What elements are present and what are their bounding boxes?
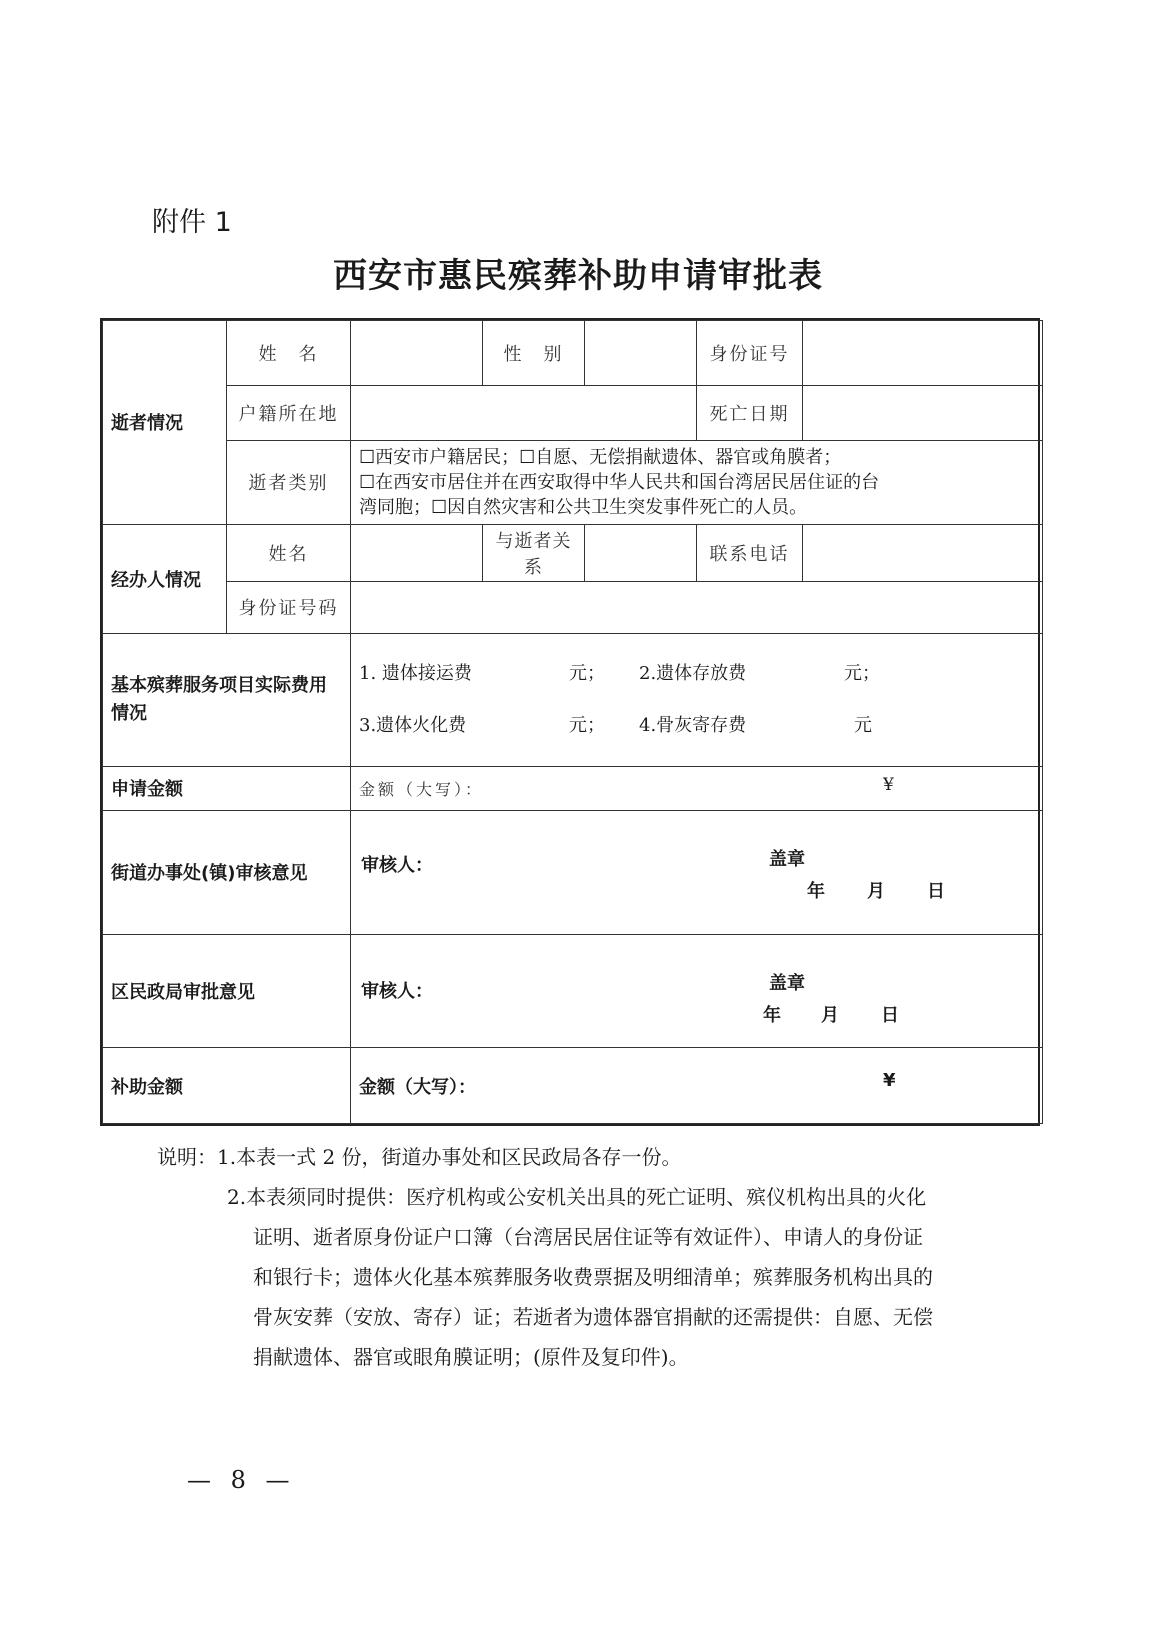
street-month-label: 月 xyxy=(867,880,885,902)
application-form xyxy=(100,318,1040,1126)
agent-phone-field[interactable] xyxy=(803,524,1043,581)
cost-unit-4: 元 xyxy=(854,714,872,736)
street-review-field[interactable] xyxy=(351,810,1043,934)
agent-id-field[interactable] xyxy=(351,581,1043,634)
district-year-label: 年 xyxy=(763,1004,781,1026)
cost-unit-2: 元； xyxy=(844,662,880,684)
deceased-gender-label: 性 别 xyxy=(483,321,585,386)
form-title: 西安市惠民殡葬补助申请审批表 xyxy=(333,256,823,296)
cost-unit-1: 元； xyxy=(569,662,605,684)
page-number: — 8 — xyxy=(187,1466,296,1494)
apply-amount-field[interactable] xyxy=(351,766,1043,810)
cost-item-2: 2.遗体存放费 xyxy=(639,662,747,684)
agent-phone-label: 联系电话 xyxy=(697,524,803,581)
apply-amount-label: 金额（大写）： xyxy=(359,779,485,799)
note-line-6: 捐献遗体、器官或眼角膜证明；(原件及复印件)。 xyxy=(253,1345,689,1369)
death-date-field[interactable] xyxy=(803,386,1043,441)
cost-item-1: 1. 遗体接运费 xyxy=(359,662,472,684)
district-reviewer-label: 审核人： xyxy=(361,980,433,1002)
subsidy-amount-label: 金额（大写）： xyxy=(359,1076,476,1098)
death-date-label: 死亡日期 xyxy=(697,386,803,441)
district-section-label: 区民政局审批意见 xyxy=(103,934,351,1048)
deceased-name-field[interactable] xyxy=(351,321,483,386)
agent-section-label: 经办人情况 xyxy=(103,524,227,633)
note-line-2: 2.本表须同时提供：医疗机构或公安机关出具的死亡证明、殡仪机构出具的火化 xyxy=(227,1185,927,1209)
cost-item-4: 4.骨灰寄存费 xyxy=(639,714,747,736)
deceased-name-label: 姓 名 xyxy=(227,321,351,386)
household-field[interactable] xyxy=(351,386,697,441)
category-line-3: 湾同胞；☐因自然灾害和公共卫生突发事件死亡的人员。 xyxy=(359,496,808,518)
cost-unit-3: 元； xyxy=(569,714,605,736)
district-day-label: 日 xyxy=(881,1004,899,1026)
deceased-section-label: 逝者情况 xyxy=(103,321,227,525)
street-reviewer-label: 审核人： xyxy=(361,854,433,876)
apply-yen-symbol: ¥ xyxy=(883,774,894,795)
subsidy-yen-symbol: ¥ xyxy=(883,1070,896,1092)
deceased-id-field[interactable] xyxy=(803,321,1043,386)
category-line-2: ☐在西安市居住并在西安取得中华人民共和国台湾居民居住证的台 xyxy=(359,471,880,493)
street-year-label: 年 xyxy=(807,880,825,902)
note-line-1: 说明：1.本表一式 2 份，街道办事处和区民政局各存一份。 xyxy=(157,1145,682,1169)
agent-relation-label: 与逝者关系 xyxy=(483,524,585,581)
agent-name-field[interactable] xyxy=(351,524,483,581)
street-section-label: 街道办事处(镇)审核意见 xyxy=(103,810,351,934)
apply-section-label: 申请金额 xyxy=(103,766,351,810)
street-seal-label: 盖章 xyxy=(769,848,805,870)
deceased-id-label: 身份证号 xyxy=(697,321,803,386)
subsidy-amount-field[interactable] xyxy=(351,1048,1043,1124)
costs-section-label: 基本殡葬服务项目实际费用情况 xyxy=(103,634,351,766)
agent-id-label: 身份证号码 xyxy=(227,581,351,634)
deceased-gender-field[interactable] xyxy=(585,321,697,386)
agent-relation-field[interactable] xyxy=(585,524,697,581)
costs-items xyxy=(351,634,1043,766)
note-line-3: 证明、逝者原身份证户口簿（台湾居民居住证等有效证件）、申请人的身份证 xyxy=(253,1225,923,1249)
cost-item-3: 3.遗体火化费 xyxy=(359,714,467,736)
note-line-4: 和银行卡；遗体火化基本殡葬服务收费票据及明细清单；殡葬服务机构出具的 xyxy=(253,1265,933,1289)
agent-name-label: 姓名 xyxy=(227,524,351,581)
district-seal-label: 盖章 xyxy=(769,972,805,994)
category-label: 逝者类别 xyxy=(227,440,351,524)
subsidy-section-label: 补助金额 xyxy=(103,1048,351,1124)
household-label: 户籍所在地 xyxy=(227,386,351,441)
attachment-label: 附件 1 xyxy=(152,207,232,238)
street-day-label: 日 xyxy=(927,880,945,902)
category-options[interactable] xyxy=(351,440,1043,524)
notes xyxy=(157,1137,1037,1377)
note-line-5: 骨灰安葬（安放、寄存）证；若逝者为遗体器官捐献的还需提供：自愿、无偿 xyxy=(253,1305,933,1329)
district-review-field[interactable] xyxy=(351,934,1043,1048)
category-line-1: ☐西安市户籍居民；☐自愿、无偿捐献遗体、器官或角膜者； xyxy=(359,446,842,468)
district-month-label: 月 xyxy=(821,1004,839,1026)
